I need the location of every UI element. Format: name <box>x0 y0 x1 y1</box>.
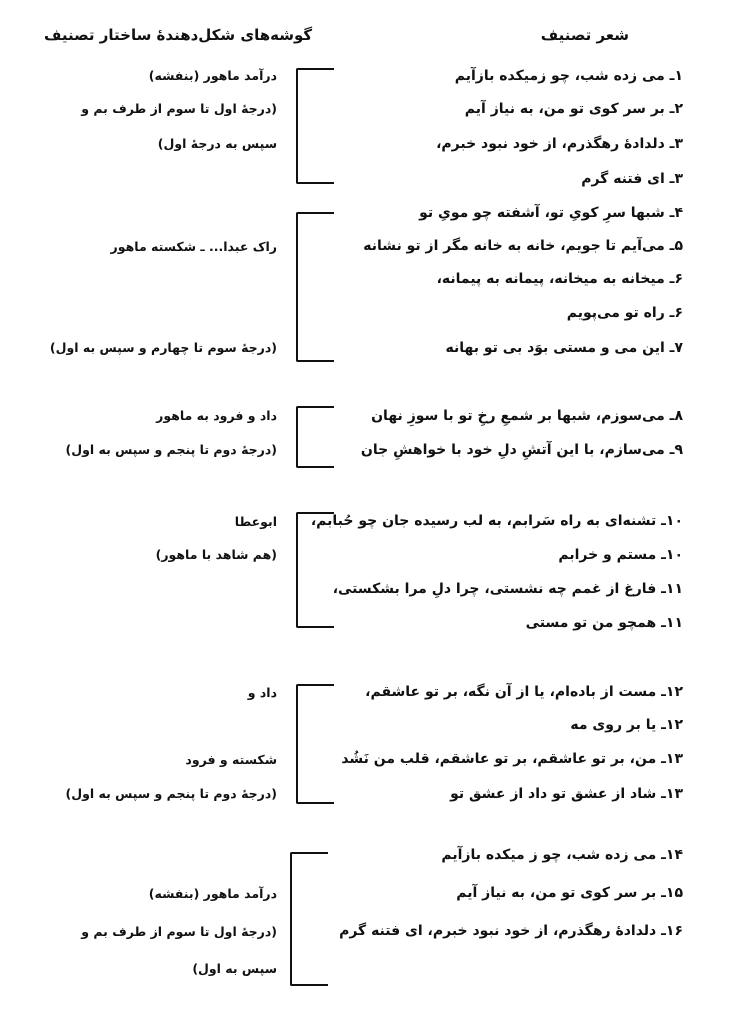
poem-line: ۱۶ـ دلدادۀ رهگذرم، از خود نبود خبرم، ای فتنه گرم <box>339 923 683 939</box>
gushe-note: (درجۀ دوم تا پنجم و سپس به اول) <box>65 442 277 457</box>
poem-line: ۱۰ـ مستم و خرابم <box>558 547 683 563</box>
poem-line: ۶ـ راه تو می‌پویم <box>566 305 683 321</box>
gushe-note: ابوعطا <box>234 514 277 529</box>
gushe-note: شکسته و فرود <box>185 752 277 767</box>
header-gushes: گوشه‌های شکل‌دهندۀ ساختار تصنیف <box>44 26 313 44</box>
gushe-note: سپس به اول) <box>192 961 277 976</box>
poem-line: ۲ـ بر سر کوی تو من، به نیاز آیم <box>464 101 683 117</box>
poem-line: ۱۳ـ من، بر تو عاشقم، بر تو عاشقم، قلب من نَشُد <box>341 751 683 767</box>
poem-line: ۷ـ این می و مستی بوَد بی تو بهانه <box>445 340 683 356</box>
group-4-bracket <box>296 512 334 628</box>
gushe-note: سپس به درجۀ اول) <box>157 136 277 151</box>
gushe-note: راک عبدا... ـ شکسته ماهور <box>110 239 277 254</box>
group-1-bracket <box>296 68 334 184</box>
poem-line: ۱۲ـ مست از باده‌ام، یا از آن نگه، بر تو عاشقم، <box>365 684 683 700</box>
poem-line: ۴ـ شبها سرِ کویِ تو، آشفته چو مویِ تو <box>419 205 683 221</box>
poem-line: ۱ـ می زده شب، چو زمیکده بازآیم <box>454 68 683 84</box>
poem-line: ۱۴ـ می زده شب، چو ز میکده بازآیم <box>441 847 683 863</box>
gushe-note: داد و <box>247 685 277 700</box>
gushe-note: داد و فرود به ماهور <box>156 408 277 423</box>
poem-line: ۳ـ دلدادۀ رهگذرم، از خود نبود خبرم، <box>436 136 683 152</box>
group-3-bracket <box>296 406 334 468</box>
poem-line: ۵ـ می‌آیم تا جویم، خانه به خانه مگر از تو نشانه <box>363 238 683 254</box>
gushe-note: (درجۀ دوم تا پنجم و سپس به اول) <box>65 786 277 801</box>
gushe-note: درآمد ماهور (بنفشه) <box>148 886 277 901</box>
gushe-note: درآمد ماهور (بنفشه) <box>148 68 277 83</box>
poem-line: ۱۲ـ یا بر روی مه <box>570 717 683 733</box>
poem-line: ۱۱ـ همچو من تو مستی <box>525 615 683 631</box>
header-poem: شعر تصنیف <box>540 26 629 44</box>
poem-line: ۱۱ـ فارغ از غمم چه نشستی، چرا دلِ مرا بشکستی، <box>332 581 683 597</box>
poem-line: ۳ـ ای فتنه گرم <box>581 171 683 187</box>
poem-line: ۱۰ـ تشنه‌ای به راه سَرابم، به لب رسیده جان چو حُبابم، <box>310 513 683 529</box>
poem-line: ۹ـ می‌سازم، با این آتشِ دلِ خود با خواهشِ جان <box>360 442 683 458</box>
group-5-bracket <box>296 684 334 804</box>
group-2-bracket <box>296 212 334 362</box>
poem-line: ۱۵ـ بر سر کوی تو من، به نیاز آیم <box>456 885 683 901</box>
gushe-note: (درجۀ سوم تا چهارم و سپس به اول) <box>49 340 277 355</box>
group-6-bracket <box>290 852 328 986</box>
poem-line: ۶ـ میخانه به میخانه، پیمانه به پیمانه، <box>436 271 683 287</box>
gushe-note: (درجۀ اول تا سوم از طرف بم و <box>81 924 277 939</box>
gushe-note: (درجۀ اول تا سوم از طرف بم و <box>81 101 277 116</box>
poem-line: ۱۳ـ شاد از عشق تو داد از عشق تو <box>450 786 683 802</box>
poem-line: ۸ـ می‌سوزم، شبها بر شمعِ رخِ تو با سوزِ نهان <box>371 408 683 424</box>
gushe-note: (هم شاهد با ماهور) <box>155 547 277 562</box>
